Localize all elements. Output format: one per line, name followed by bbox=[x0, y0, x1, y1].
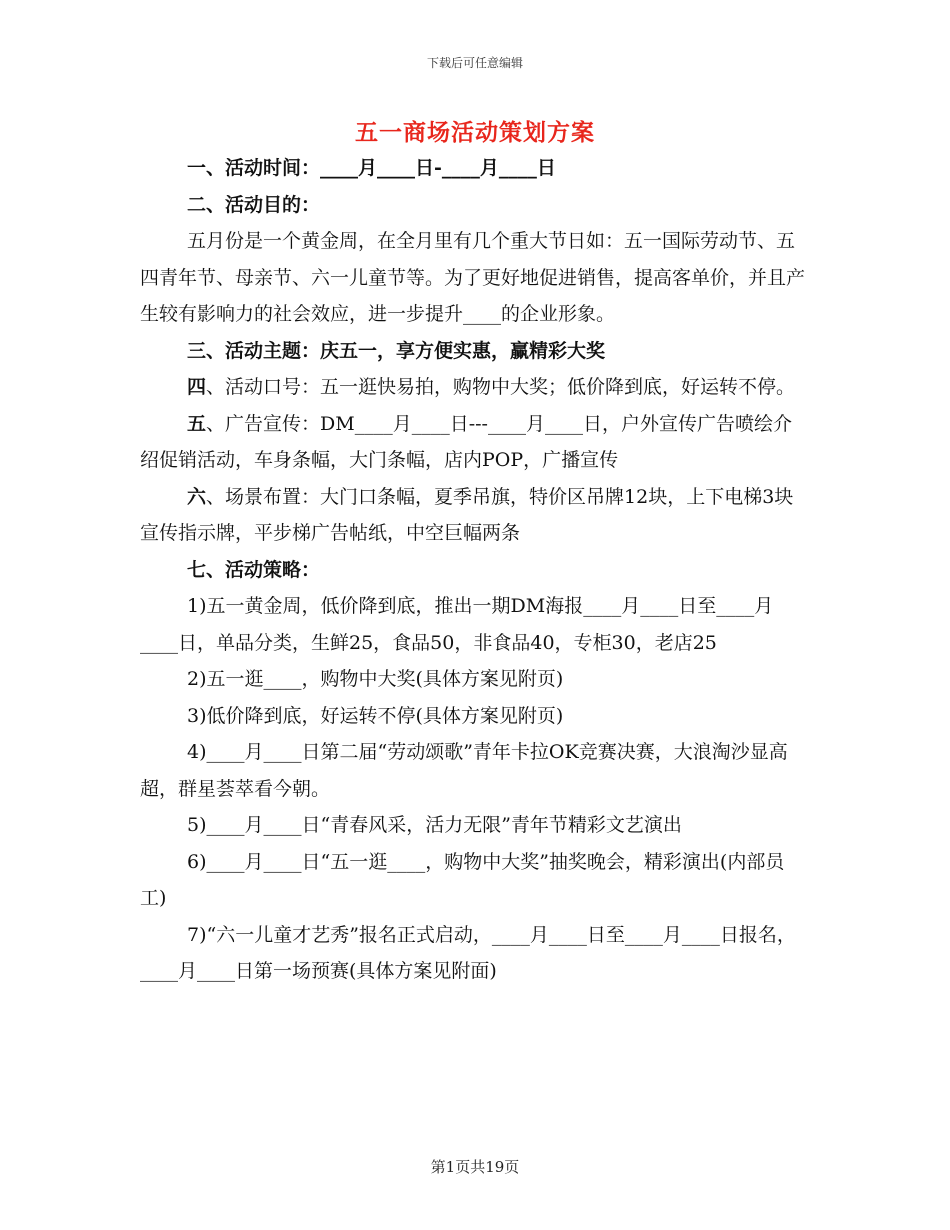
paragraph-lead: 六 bbox=[187, 485, 207, 508]
paragraph-text: 3)低价降到底，好运转不停(具体方案见附页) bbox=[187, 704, 564, 727]
page-footer: 第1页共19页 bbox=[430, 1158, 520, 1176]
paragraph bbox=[140, 223, 810, 333]
paragraph-text: 、广告宣传：DM____月____日---____月____日，户外宣传广告喷绘介绍促销活动，车身条幅，大门条幅，店内POP，广播宣传 bbox=[140, 412, 792, 471]
paragraph bbox=[140, 406, 810, 479]
paragraph bbox=[140, 150, 810, 187]
paragraph-lead: 五 bbox=[187, 412, 207, 435]
paragraph bbox=[140, 552, 810, 589]
paragraph-text: 、场景布置：大门口条幅，夏季吊旗，特价区吊牌12块，上下电梯3块宣传指示牌，平步梯广告帖纸，中空巨幅两条 bbox=[140, 485, 794, 544]
paragraph bbox=[140, 369, 810, 406]
paragraph-lead: 三、活动主题：庆五一，享方便实惠，赢精彩大奖 bbox=[187, 339, 606, 362]
paragraph bbox=[140, 187, 810, 224]
paragraph-text: 1)五一黄金周，低价降到底，推出一期DM海报____月____日至____月____日，单品分类，生鲜25，食品50，非食品40，专柜30，老店25 bbox=[140, 595, 774, 654]
paragraph bbox=[140, 661, 810, 698]
paragraph bbox=[140, 588, 810, 661]
paragraph-text: 2)五一逛____，购物中大奖(具体方案见附页) bbox=[187, 668, 564, 690]
paragraph bbox=[140, 807, 810, 844]
paragraph bbox=[140, 734, 810, 807]
paragraph bbox=[140, 479, 810, 552]
paragraph-text: 5)____月____日“青春风采，活力无限”青年节精彩文艺演出 bbox=[187, 814, 682, 836]
document-title: 五一商场活动策划方案 bbox=[355, 119, 595, 146]
paragraph bbox=[140, 917, 810, 990]
paragraph-lead: 七、活动策略： bbox=[187, 558, 321, 581]
paragraph-text: 4)____月____日第二届“劳动颂歌”青年卡拉OK竞赛决赛，大浪淘沙显高超，群星荟萃看今朝。 bbox=[140, 741, 788, 800]
paragraph bbox=[140, 844, 810, 917]
paragraph-lead: 二、活动目的： bbox=[187, 193, 321, 216]
document-body bbox=[140, 150, 810, 990]
paragraph bbox=[140, 698, 810, 735]
paragraph-text: 、活动口号：五一逛快易拍，购物中大奖；低价降到底，好运转不停。 bbox=[206, 376, 796, 398]
paragraph-text: 6)____月____日“五一逛____，购物中大奖”抽奖晚会，精彩演出(内部员工) bbox=[140, 850, 785, 909]
paragraph bbox=[140, 333, 810, 370]
page-header: 下载后可任意编辑 bbox=[426, 56, 523, 70]
paragraph-text: 五月份是一个黄金周，在全月里有几个重大节日如：五一国际劳动节、五四青年节、母亲节、六一儿童节等。为了更好地促进销售，提高客单价，并且产生较有影响力的社会效应，进一步提升____的企业形象。 bbox=[140, 230, 806, 325]
paragraph-lead: 一、活动时间：____月____日-____月____日 bbox=[187, 157, 556, 179]
paragraph-text: 7)“六一儿童才艺秀”报名正式启动，____月____日至____月____日报名，____月____日第一场预赛(具体方案见附面) bbox=[140, 923, 796, 982]
paragraph-lead: 四 bbox=[187, 376, 207, 398]
